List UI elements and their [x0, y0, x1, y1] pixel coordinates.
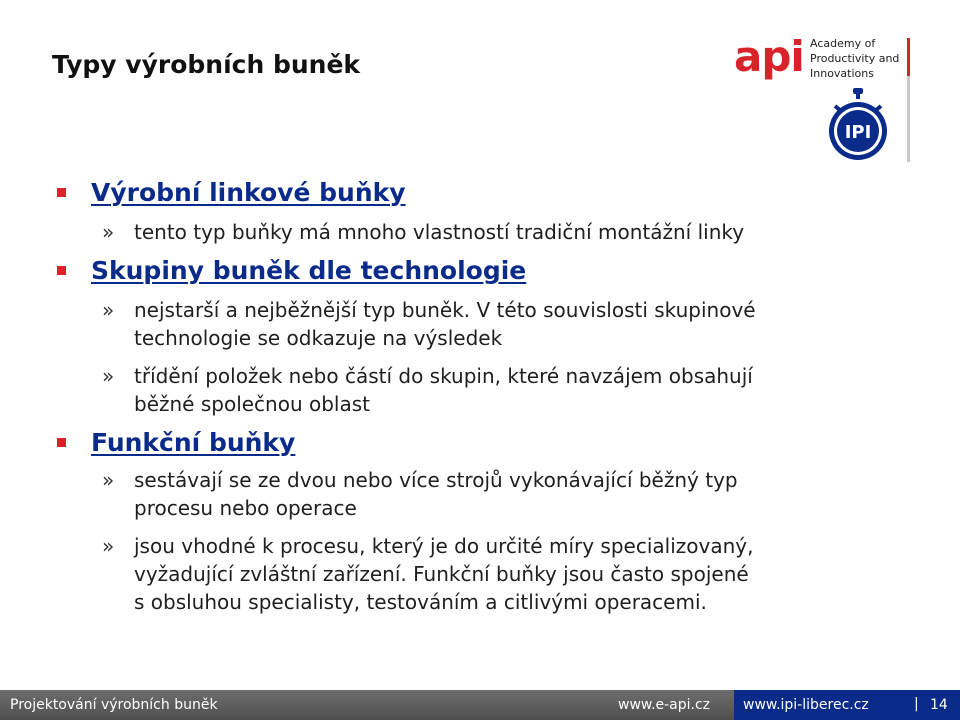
api-logo-line3: Innovations [810, 67, 874, 80]
raquo-bullet-icon: » [102, 468, 115, 492]
api-logo-letters: api [734, 32, 804, 81]
logo-divider [907, 38, 910, 162]
list-item [56, 362, 916, 418]
list-item-line: běžné společnou oblast [134, 392, 370, 416]
page-number: 14 [930, 697, 948, 713]
square-bullet-icon [57, 266, 66, 275]
list-item [56, 218, 916, 246]
section-heading-linkove [56, 178, 916, 208]
section-heading-label: Výrobní linkové buňky [91, 178, 406, 207]
section-heading-skupiny [56, 256, 916, 286]
list-item-line: sestávají se ze dvou nebo více strojů vykonávající běžný typ [134, 468, 738, 492]
square-bullet-icon [57, 188, 66, 197]
square-bullet-icon [57, 438, 66, 447]
list-item [56, 466, 916, 522]
api-logo-line2: Productivity and [810, 52, 900, 65]
footer-separator: | [914, 696, 919, 712]
raquo-bullet-icon: » [102, 364, 115, 388]
list-item-line: jsou vhodné k procesu, který je do určité míry specializovaný, [134, 534, 754, 558]
page-title: Typy výrobních buněk [52, 50, 361, 79]
ipi-logo-text: IPI [844, 122, 872, 143]
section-heading-label: Skupiny buněk dle technologie [91, 256, 527, 285]
list-item [56, 296, 916, 352]
raquo-bullet-icon: » [102, 534, 115, 558]
list-item-line: procesu nebo operace [134, 496, 357, 520]
section-heading-label: Funkční buňky [91, 428, 296, 457]
footer-link-e-api[interactable]: www.e-api.cz [618, 697, 711, 713]
section-heading-funkcni [56, 428, 916, 458]
footer-link-ipi-liberec[interactable]: www.ipi-liberec.cz [743, 697, 869, 713]
raquo-bullet-icon: » [102, 298, 115, 322]
footer-bar [0, 690, 960, 720]
list-item-line: vyžadující zvláštní zařízení. Funkční buňky jsou často spojené [134, 562, 749, 586]
footer-title: Projektování výrobních buněk [10, 697, 218, 713]
list-item-line: třídění položek nebo částí do skupin, které navzájem obsahují [134, 364, 753, 388]
list-item-line: technologie se odkazuje na výsledek [134, 326, 503, 350]
ipi-logo [827, 86, 889, 164]
list-item-text: tento typ buňky má mnoho vlastností tradiční montážní linky [134, 220, 745, 244]
api-logo-text [810, 36, 910, 81]
list-item-line: s obsluhou specialisty, testováním a citlivými operacemi. [134, 590, 707, 614]
api-logo [734, 34, 914, 82]
api-logo-line1: Academy of [810, 37, 876, 50]
stopwatch-icon [827, 86, 889, 164]
list-item [56, 532, 916, 616]
raquo-bullet-icon: » [102, 220, 115, 244]
list-item-line: nejstarší a nejběžnější typ buněk. V této souvislosti skupinové [134, 298, 756, 322]
slide-content [56, 178, 916, 616]
